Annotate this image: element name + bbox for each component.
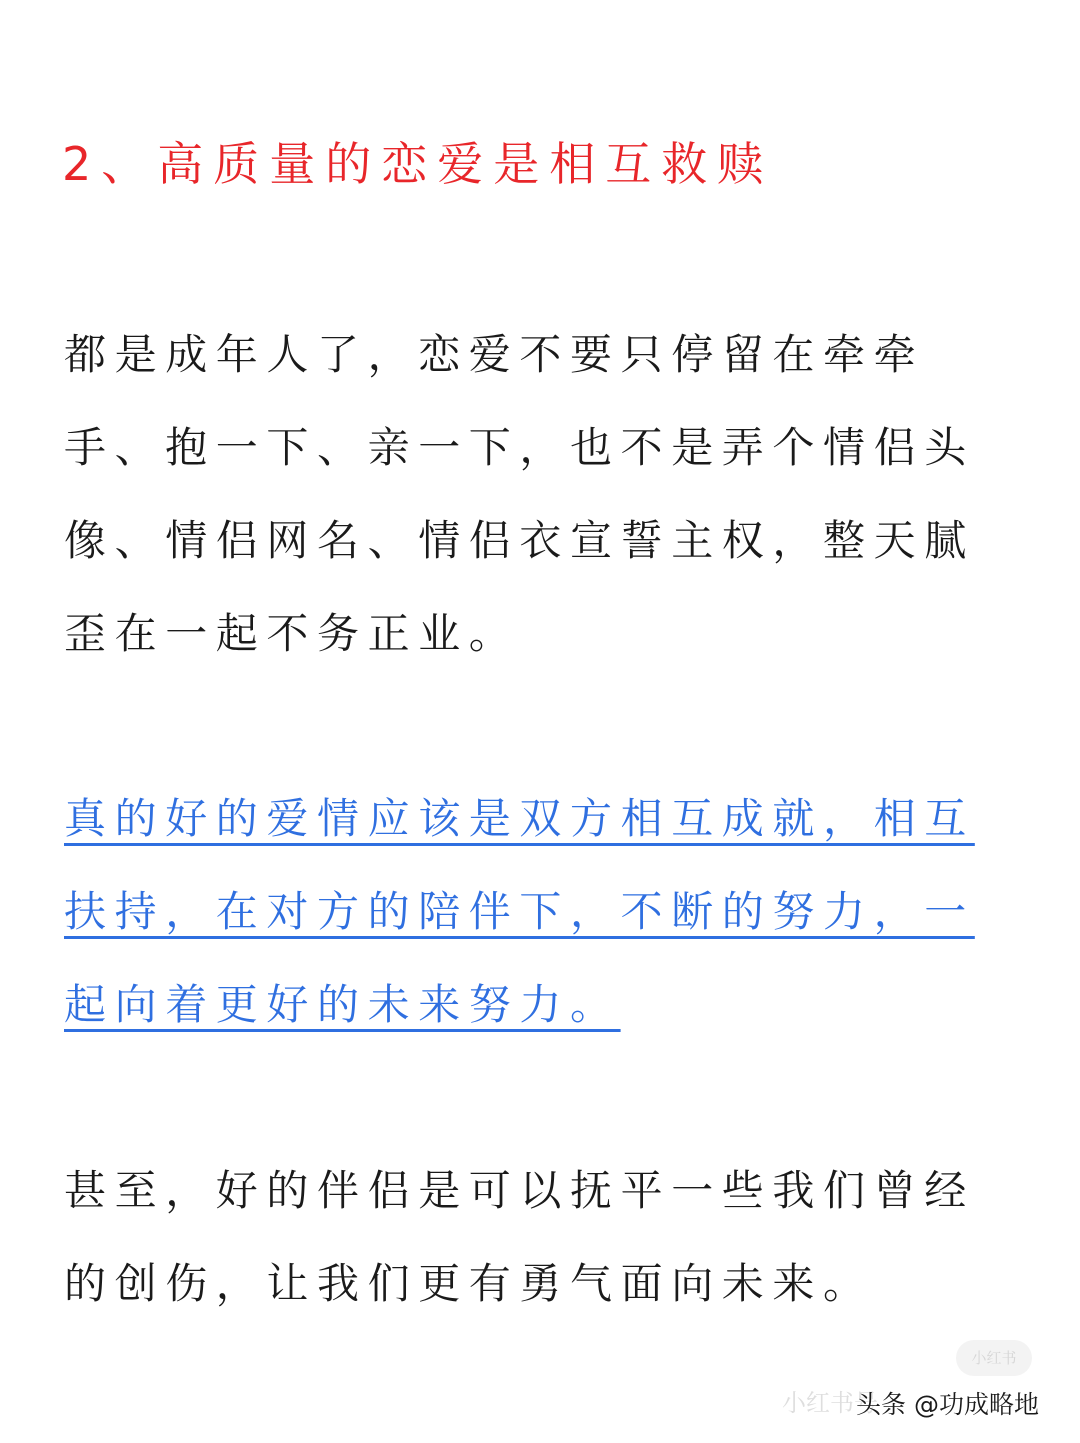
section-heading: 2、高质量的恋爱是相互救赎 <box>62 137 774 191</box>
paragraph-3: 甚至，好的伴侣是可以抚平一些我们曾经的创伤，让我们更有勇气面向未来。 <box>64 1166 975 1308</box>
watermark-logo: 小红书 <box>956 1340 1032 1376</box>
paragraph-2-text: 真的好的爱情应该是双方相互成就，相互扶持，在对方的陪伴下，不断的努力，一起向着更好的未来努力。 <box>64 794 975 1029</box>
watermark-author: 头条 @功成略地 <box>856 1390 1039 1419</box>
watermark-faint-text: 小红书号 <box>782 1389 878 1417</box>
paragraph-2-highlighted <box>64 772 1024 1051</box>
paragraph-1: 都是成年人了，恋爱不要只停留在牵牵手、抱一下、亲一下，也不是弄个情侣头像、情侣网名、情侣衣宣誓主权，整天腻歪在一起不务正业。 <box>64 330 975 658</box>
